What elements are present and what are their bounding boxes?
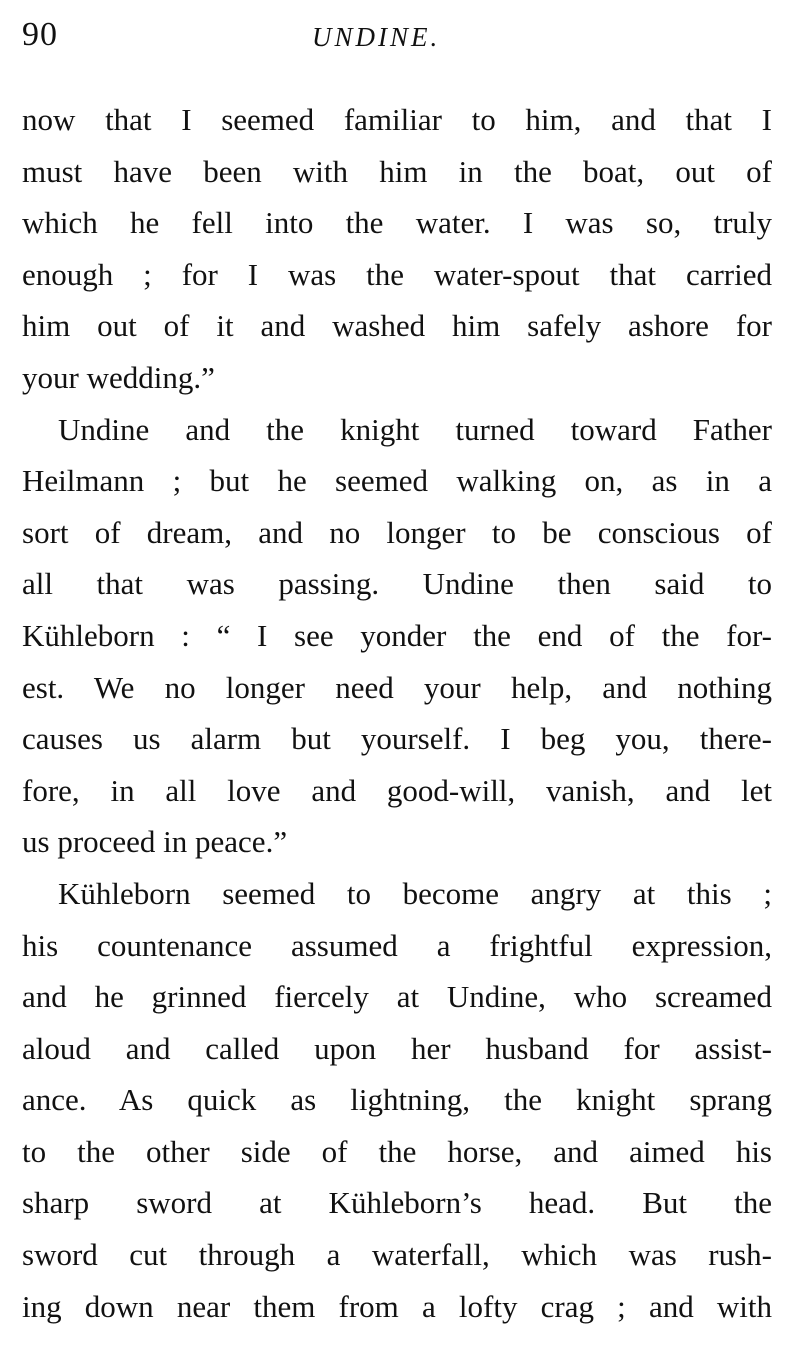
text-line: ing down near them from a lofty crag ; and with — [22, 1288, 772, 1324]
text-line: Kühleborn : “ I see yonder the end of the for- — [22, 617, 772, 653]
text-line: sharp sword at Kühleborn’s head. But the — [22, 1185, 772, 1221]
text-line: him out of it and washed him safely ashore for — [22, 308, 772, 344]
text-line: causes us alarm but yourself. I beg you, there- — [22, 721, 772, 757]
text-line: Heilmann ; but he seemed walking on, as in a — [22, 463, 772, 499]
text-line: fore, in all love and good-will, vanish, and let — [22, 772, 772, 808]
page-header — [0, 10, 792, 60]
text-line: which he fell into the water. I was so, truly — [22, 205, 772, 241]
body-text — [22, 98, 772, 1336]
running-head: UNDINE. — [312, 22, 441, 52]
text-line: to the other side of the horse, and aimed his — [22, 1133, 772, 1169]
text-line: Kühleborn seemed to become angry at this ; — [58, 875, 772, 911]
text-line: est. We no longer need your help, and nothing — [22, 669, 772, 705]
text-line: his countenance assumed a frightful expression, — [22, 927, 772, 963]
text-line: must have been with him in the boat, out of — [22, 153, 772, 189]
text-line: ance. As quick as lightning, the knight sprang — [22, 1082, 772, 1118]
text-line: now that I seemed familiar to him, and that I — [22, 102, 772, 137]
text-line: all that was passing. Undine then said to — [22, 566, 772, 602]
text-line: your wedding.” — [22, 359, 215, 395]
text-line: sword cut through a waterfall, which was rush- — [22, 1237, 772, 1273]
text-line: aloud and called upon her husband for assist- — [22, 1030, 772, 1066]
text-line: sort of dream, and no longer to be conscious of — [22, 514, 772, 550]
text-line: us proceed in peace.” — [22, 824, 288, 860]
text-line: Undine and the knight turned toward Father — [58, 411, 772, 447]
page-number: 90 — [22, 16, 58, 53]
text-line: and he grinned fiercely at Undine, who screamed — [22, 979, 772, 1015]
text-line: enough ; for I was the water-spout that carried — [22, 256, 772, 292]
